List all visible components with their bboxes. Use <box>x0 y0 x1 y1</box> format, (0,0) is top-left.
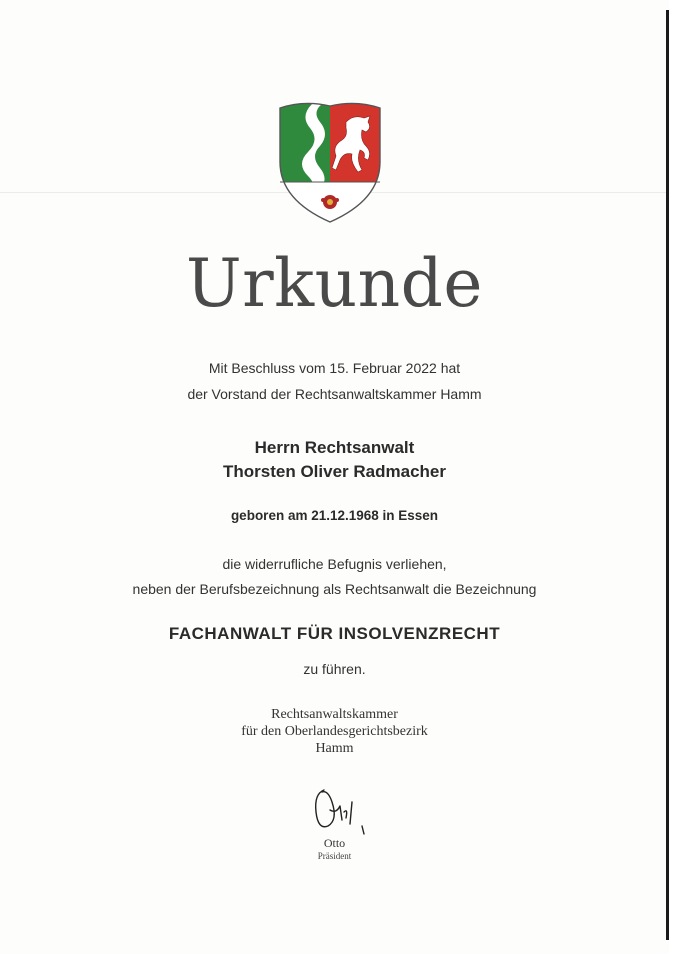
closing-line: zu führen. <box>303 661 366 677</box>
signer-name: Otto <box>323 836 346 850</box>
issuer-line-2: für den Oberlandesgerichtsbezirk <box>241 724 428 739</box>
recipient-name: Thorsten Oliver Radmacher <box>223 462 446 481</box>
specialty-title: FACHANWALT FÜR INSOLVENZRECHT <box>168 624 501 643</box>
recipient-title: Herrn Rechtsanwalt <box>254 438 415 457</box>
grant-line-2: neben der Berufsbezeichnung als Rechtsanwalt die Bezeichnung <box>132 581 537 597</box>
signer-title: Präsident <box>317 851 352 861</box>
certificate-title: Urkunde <box>186 245 483 322</box>
intro-line-1: Mit Beschluss vom 15. Februar 2022 hat <box>208 360 461 376</box>
intro-line-2: der Vorstand der Rechtsanwaltskammer Hamm <box>187 386 482 402</box>
scan-edge <box>666 10 669 940</box>
birth-info: geboren am 21.12.1968 in Essen <box>230 508 439 523</box>
grant-line-1: die widerrufliche Befugnis verliehen, <box>222 556 447 572</box>
issuer-line-1: Rechtsanwaltskammer <box>271 707 398 722</box>
nrw-coat-of-arms-icon <box>276 100 384 224</box>
signature-mark <box>306 780 376 840</box>
issuer-line-3: Hamm <box>315 741 354 756</box>
